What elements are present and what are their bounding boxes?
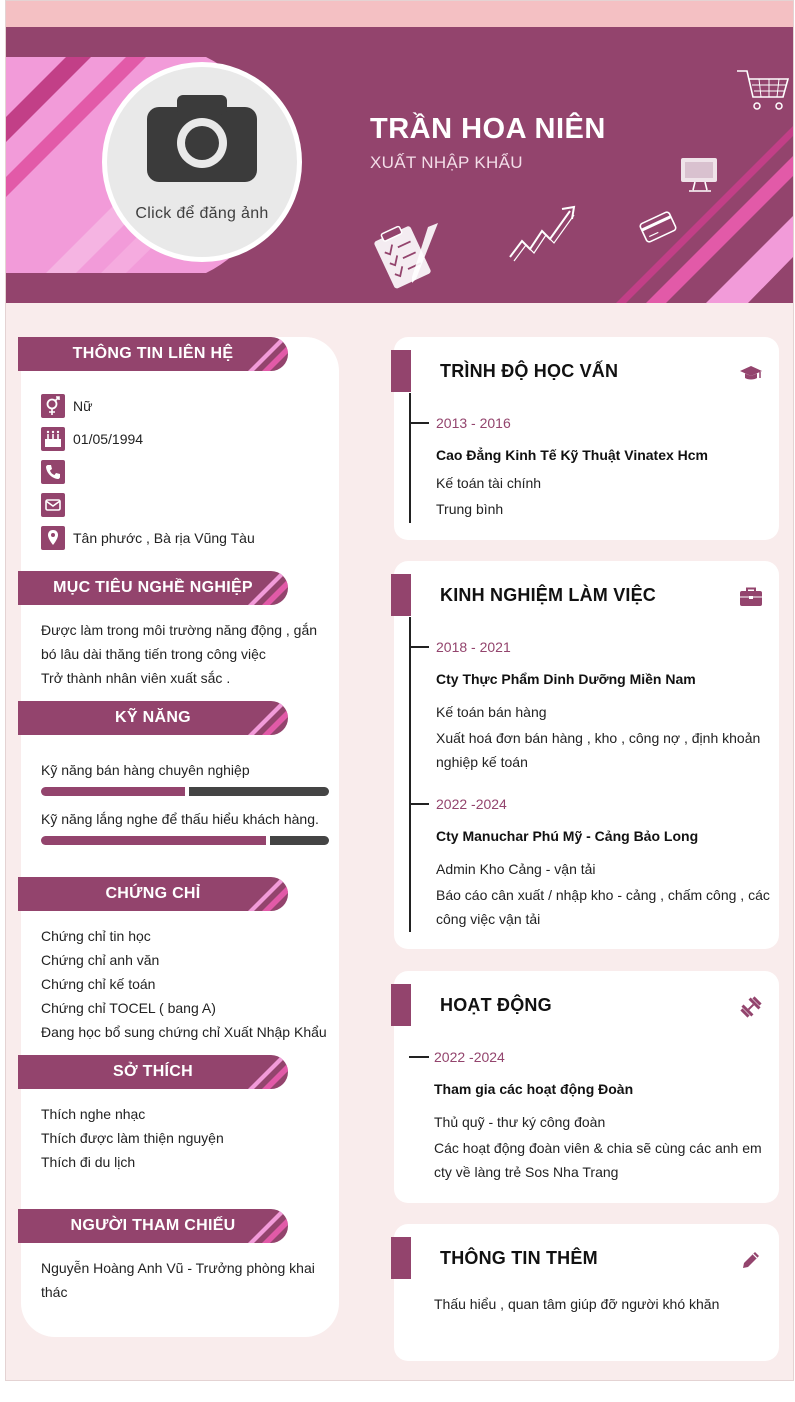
- section-marker: [391, 1237, 411, 1279]
- extra-info-title: THÔNG TIN THÊM: [440, 1248, 598, 1268]
- experience-title: KINH NGHIỆM LÀM VIỆC: [440, 585, 657, 605]
- location-icon: [41, 526, 65, 550]
- certificate-item: Đang học bổ sung chứng chỉ Xuất Nhập Khẩu: [41, 1024, 327, 1040]
- job-line: Kế toán bán hàng: [436, 704, 547, 720]
- skill-bar-fill: [41, 836, 266, 845]
- gender-value: Nữ: [73, 398, 93, 414]
- contact-heading: [18, 337, 288, 371]
- experience-card: [394, 561, 779, 949]
- certificate-item: Chứng chỉ anh văn: [41, 952, 160, 968]
- timeline-tick: [409, 1056, 429, 1058]
- activity-line: Các hoạt động đoàn viên & chia sẽ cùng các anh em: [434, 1140, 762, 1156]
- timeline-tick: [409, 803, 429, 805]
- skill-bar-fill: [41, 787, 185, 796]
- hobby-item: Thích nghe nhạc: [41, 1106, 146, 1122]
- certificate-item: Chứng chỉ kế toán: [41, 976, 156, 992]
- extra-info-text: Thấu hiểu , quan tâm giúp đỡ người khó khăn: [434, 1296, 720, 1312]
- objective-line: Trở thành nhân viên xuất sắc .: [41, 670, 231, 686]
- top-band: [6, 1, 794, 27]
- photo-upload[interactable]: [102, 62, 302, 262]
- skill-bar-rest: [270, 836, 329, 845]
- education-card: [394, 337, 779, 540]
- certificate-item: Chứng chỉ TOCEL ( bang A): [41, 1000, 216, 1016]
- cake-icon: [41, 427, 65, 451]
- cv-page: [5, 0, 794, 1381]
- certificates-title: CHỨNG CHỈ: [105, 885, 201, 902]
- photo-upload-label: Click để đăng ảnh: [135, 205, 269, 222]
- job-line: Xuất hoá đơn bán hàng , kho , công nợ , định khoản: [436, 730, 761, 746]
- education-school: Cao Đẳng Kinh Tế Kỹ Thuật Vinatex Hcm: [436, 447, 709, 463]
- camera-icon: [142, 85, 262, 195]
- objective-line: bó lâu dài thăng tiến trong công việc: [41, 646, 266, 662]
- timeline-tick: [409, 646, 429, 648]
- skill-bar: [41, 787, 329, 796]
- phone-icon: [41, 460, 65, 484]
- timeline-tick: [409, 422, 429, 424]
- education-major: Kế toán tài chính: [436, 475, 542, 491]
- job-period: 2018 - 2021: [436, 639, 511, 655]
- email-icon: [41, 493, 65, 517]
- pencil-icon: [739, 1248, 763, 1272]
- monitor-icon: [678, 155, 722, 195]
- skills-heading: [18, 701, 288, 735]
- activity-line: Thủ quỹ - thư ký công đoàn: [434, 1114, 606, 1130]
- hobby-item: Thích được làm thiện nguyện: [41, 1130, 224, 1146]
- objective-line: Được làm trong môi trường năng động , gắn: [41, 622, 318, 638]
- section-marker: [391, 574, 411, 616]
- section-marker: [391, 984, 411, 1026]
- birthday-value: 01/05/1994: [73, 431, 144, 447]
- activities-title: HOẠT ĐỘNG: [440, 995, 552, 1015]
- dumbbell-icon: [739, 995, 763, 1019]
- skill-name: Kỹ năng lắng nghe để thấu hiểu khách hàng.: [41, 811, 319, 827]
- section-marker: [391, 350, 411, 392]
- job-line: nghiệp kế toán: [436, 754, 528, 770]
- skill-bar: [41, 836, 329, 845]
- shopping-cart-icon: [733, 65, 793, 115]
- chart-line-icon: [504, 201, 584, 267]
- education-grade: Trung bình: [436, 501, 504, 517]
- certificates-heading: [18, 877, 288, 911]
- skill-bar-rest: [189, 787, 329, 796]
- references-heading: [18, 1209, 288, 1243]
- reference-line: Nguyễn Hoàng Anh Vũ - Trưởng phòng khai: [41, 1260, 315, 1276]
- reference-line: thác: [41, 1284, 68, 1300]
- job-company: Cty Manuchar Phú Mỹ - Cảng Bảo Long: [436, 828, 699, 844]
- candidate-role: XUẤT NHẬP KHẨU: [370, 153, 523, 172]
- contact-title: THÔNG TIN LIÊN HỆ: [72, 345, 234, 362]
- activity-period: 2022 -2024: [434, 1049, 505, 1065]
- timeline-line: [409, 393, 411, 523]
- hobbies-title: SỞ THÍCH: [112, 1063, 194, 1080]
- activity-line: cty về làng trẻ Sos Nha Trang: [434, 1164, 619, 1180]
- education-title: TRÌNH ĐỘ HỌC VẤN: [440, 361, 619, 381]
- graduation-cap-icon: [739, 361, 763, 385]
- job-company: Cty Thực Phẩm Dinh Dưỡng Miền Nam: [436, 671, 696, 687]
- timeline-line: [409, 617, 411, 932]
- certificate-item: Chứng chỉ tin học: [41, 928, 151, 944]
- address-value: Tân phước , Bà rịa Vũng Tàu: [73, 530, 255, 546]
- objective-heading: [18, 571, 288, 605]
- activities-card: [394, 971, 779, 1203]
- candidate-name: TRẦN HOA NIÊN: [370, 113, 606, 145]
- activity-name: Tham gia các hoạt động Đoàn: [434, 1081, 634, 1097]
- references-title: NGƯỜI THAM CHIẾU: [70, 1217, 236, 1234]
- job-line: Admin Kho Cảng - vận tải: [436, 861, 596, 877]
- skill-name: Kỹ năng bán hàng chuyên nghiệp: [41, 762, 250, 778]
- clipboard-icon: [368, 221, 448, 291]
- education-period: 2013 - 2016: [436, 415, 511, 431]
- extra-info-card: [394, 1224, 779, 1361]
- credit-card-icon: [636, 207, 680, 247]
- hobby-item: Thích đi du lịch: [41, 1154, 136, 1170]
- job-line: công việc vận tải: [436, 911, 541, 927]
- job-line: Báo cáo cân xuất / nhập kho - cảng , chấm công , các: [436, 887, 770, 903]
- hobbies-heading: [18, 1055, 288, 1089]
- briefcase-icon: [739, 585, 763, 609]
- objective-title: MỤC TIÊU NGHỀ NGHIỆP: [53, 579, 253, 596]
- skills-title: KỸ NĂNG: [115, 709, 191, 726]
- job-period: 2022 -2024: [436, 796, 507, 812]
- gender-icon: [41, 394, 65, 418]
- header: [6, 27, 794, 303]
